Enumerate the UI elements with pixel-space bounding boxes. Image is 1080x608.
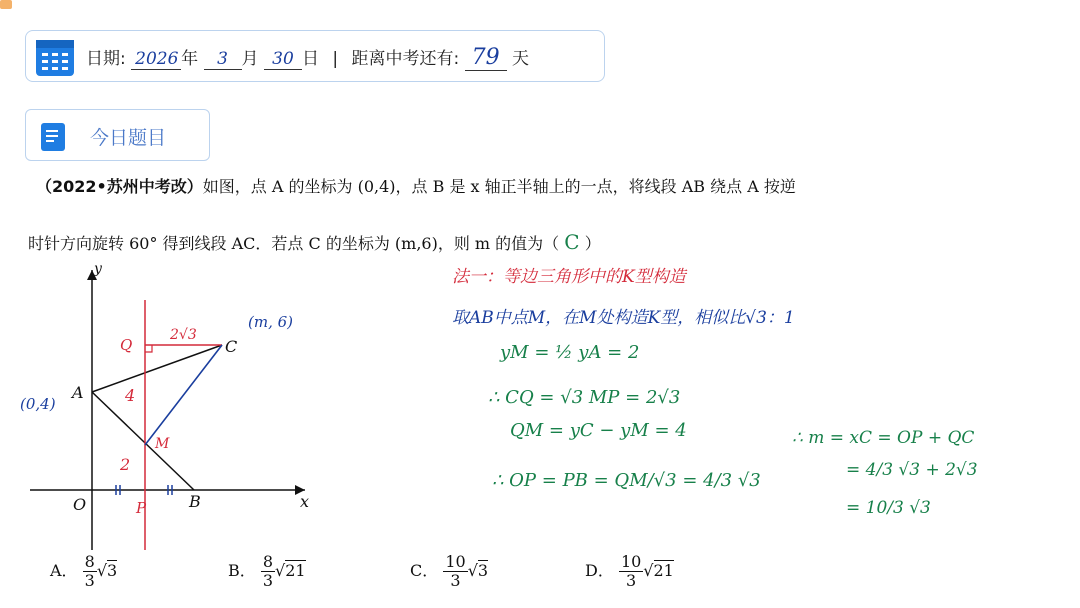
label-o: O — [73, 495, 87, 514]
calendar-icon — [36, 40, 74, 76]
choice-b-radicand: 21 — [285, 561, 306, 580]
segment-cm — [145, 345, 222, 445]
segment-ac — [92, 345, 222, 392]
date-line — [86, 44, 529, 71]
choice-d-letter: D． — [585, 561, 614, 580]
label-b: B — [189, 492, 201, 511]
choice-a-denominator: 3 — [84, 571, 95, 590]
choice-d-denominator: 3 — [626, 571, 637, 590]
document-icon — [41, 123, 65, 151]
choice-d: D． $\frac{10}{3}$ √21 — [585, 552, 674, 590]
choice-c-letter: C． — [410, 561, 439, 580]
year-unit: 年 — [181, 49, 199, 69]
choice-d-fraction — [619, 553, 643, 590]
question-line-1 — [36, 174, 796, 197]
question-line-2 — [28, 230, 601, 254]
choice-a: A． $\frac{8}{3}$ √3 — [50, 552, 118, 590]
app-icon — [0, 0, 12, 9]
note-c-coord: (m, 6) — [248, 313, 294, 331]
choice-c: C． $\frac{10}{3}$ √3 — [410, 552, 489, 590]
separator: | — [332, 49, 339, 69]
choice-a-letter: A． — [50, 561, 78, 580]
note-qm-length: 4 — [125, 386, 136, 405]
label-x: x — [300, 492, 310, 511]
choice-d-numerator: 10 — [620, 552, 642, 571]
topic-title: 今日题目 — [90, 127, 167, 149]
days-left-value: 79 — [465, 45, 507, 71]
label-p: P — [136, 499, 147, 517]
label-y: y — [94, 261, 102, 277]
choice-b: B． $\frac{8}{3}$ √21 — [228, 552, 306, 590]
solution-line-8: = 10/3 √3 — [846, 498, 931, 518]
right-angle-mark — [145, 345, 152, 352]
choice-b-letter: B． — [228, 561, 256, 580]
choice-a-numerator: 8 — [84, 552, 95, 571]
solution-line-3: ∴ CQ = √3 MP = 2√3 — [488, 387, 681, 408]
days-unit: 天 — [512, 49, 530, 69]
question-answer: C — [564, 230, 580, 254]
topic-card — [25, 109, 210, 161]
day-unit: 日 — [301, 49, 319, 69]
solution-line-2: yM = ½ yA = 2 — [500, 342, 640, 363]
solution-line-5: ∴ OP = PB = QM/√3 = 4/3 √3 — [492, 470, 761, 491]
label-m: M — [155, 436, 170, 452]
choice-c-radicand: 3 — [477, 561, 489, 580]
question-source: （2022•苏州中考改） — [36, 177, 203, 196]
solution-method: 法一：等边三角形中的K型构造 — [452, 267, 686, 287]
date-card — [25, 30, 605, 82]
choice-c-denominator: 3 — [450, 571, 461, 590]
countdown-label: 距离中考还有: — [351, 49, 460, 69]
year-value: 2026 — [131, 49, 181, 70]
geometry-figure — [0, 255, 360, 555]
choice-a-fraction — [83, 553, 97, 590]
solution-line-1: 取AB中点M，在M处构造K型，相似比√3：1 — [452, 308, 795, 328]
date-label: 日期: — [86, 49, 126, 69]
question-text-2-end: ） — [584, 234, 601, 253]
solution-line-7: = 4/3 √3 + 2√3 — [846, 460, 978, 480]
solution-line-6: ∴ m = xC = OP + QC — [792, 428, 975, 448]
question-text-1: 如图，点 A 的坐标为 (0,4)，点 B 是 x 轴正半轴上的一点，将线段 AB 绕点 A 按逆 — [202, 177, 796, 196]
day-value: 30 — [264, 49, 302, 70]
note-a-coord: (0,4) — [20, 395, 56, 413]
choice-b-denominator: 3 — [262, 571, 274, 590]
choice-d-radicand: 21 — [653, 561, 674, 580]
segment-ab — [92, 392, 194, 490]
note-qc-length: 2√3 — [170, 327, 197, 343]
choice-b-fraction — [261, 553, 275, 590]
label-a: A — [72, 383, 84, 402]
solution-line-4: QM = yC − yM = 4 — [510, 420, 687, 441]
note-mp-length: 2 — [120, 455, 131, 474]
label-c: C — [225, 337, 238, 356]
choice-c-fraction — [443, 553, 467, 590]
choice-b-numerator: 8 — [262, 552, 274, 571]
choice-a-radicand: 3 — [107, 561, 118, 580]
month-value: 3 — [204, 49, 242, 70]
month-unit: 月 — [241, 49, 259, 69]
question-text-2: 时针方向旋转 60° 得到线段 AC．若点 C 的坐标为 (m,6)，则 m 的值为（ — [28, 234, 560, 253]
label-q: Q — [120, 336, 133, 354]
choice-c-numerator: 10 — [445, 552, 466, 571]
